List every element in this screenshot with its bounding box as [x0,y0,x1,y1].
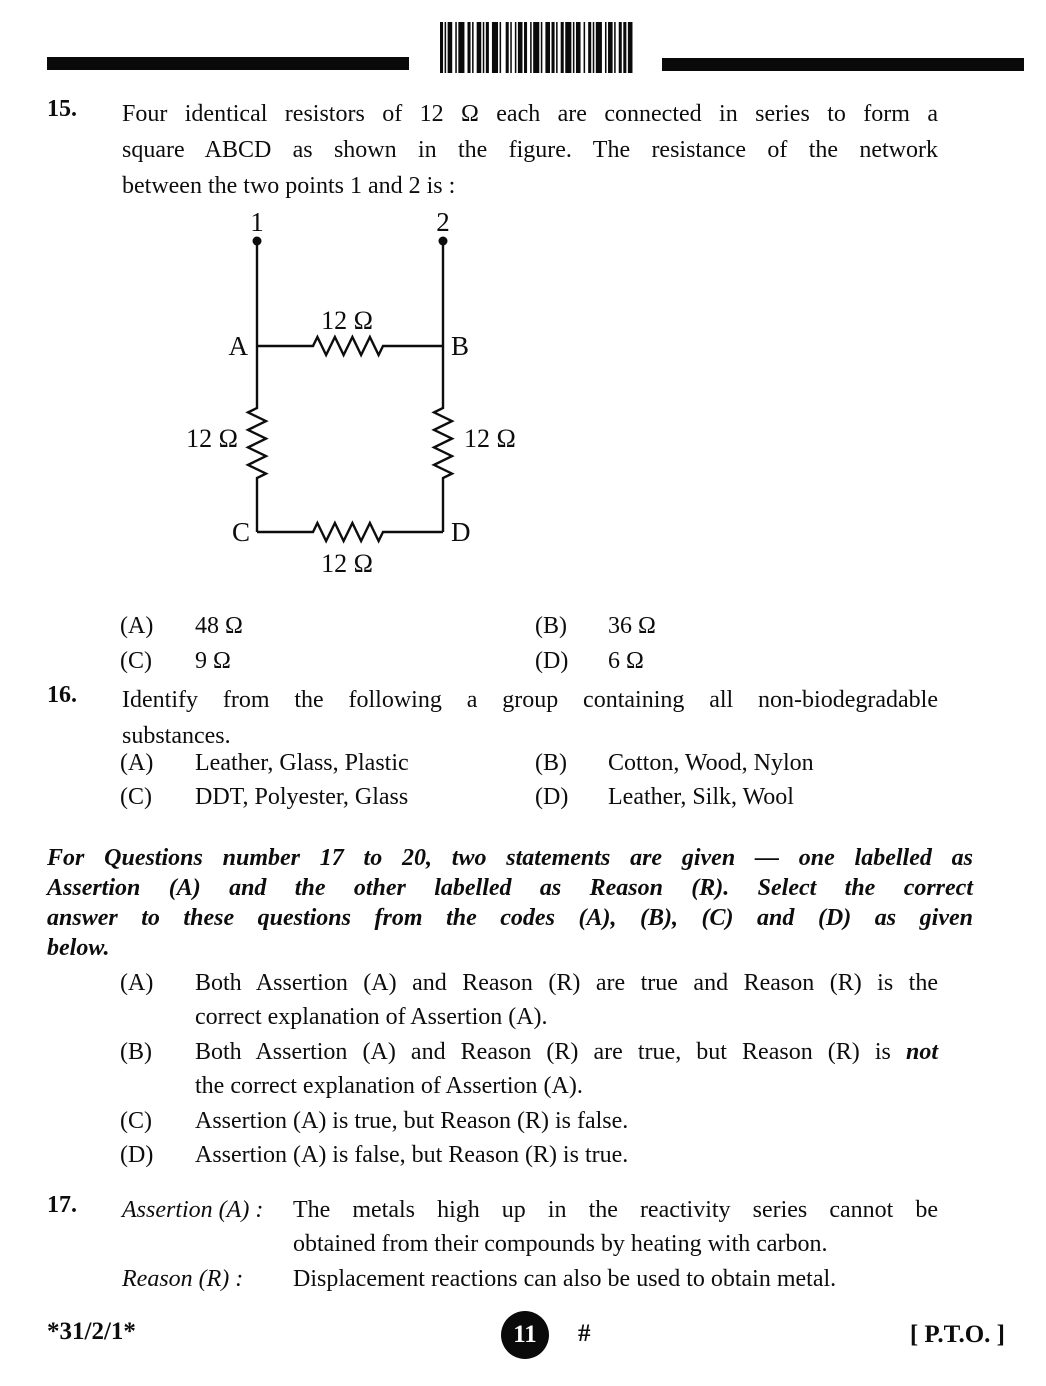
terminal-1-dot [253,237,262,246]
code-c-text: Assertion (A) is true, but Reason (R) is false. [195,1108,629,1134]
question-15-line-1: Four identical resistors of 12 Ω each are connected in series to form a [122,101,938,127]
q15-option-a-label: (A) [120,613,154,639]
terminal-2-dot [439,237,448,246]
ar-instruction-line-1: For Questions number 17 to 20, two statements are given — one labelled as [47,845,973,871]
node-D-label: D [451,517,471,547]
question-15-number: 15. [47,96,77,122]
node-B-label: B [451,331,470,361]
q15-option-c-label: (C) [120,648,152,674]
code-b-label: (B) [120,1039,152,1065]
header-right-rule [662,58,1024,71]
node-C-label: C [231,517,250,547]
question-16-line-2: substances. [122,723,231,749]
circuit-figure [175,204,525,582]
code-b-line-1-text: Both Assertion (A) and Reason (R) are true, but Reason (R) is [195,1039,906,1065]
q17-assertion-label: Assertion (A) : [122,1197,264,1223]
code-b-not-emphasis: not [905,1039,938,1065]
q16-option-a-label: (A) [120,750,154,776]
code-b-line-2: the correct explanation of Assertion (A). [195,1073,583,1099]
q16-option-b-text: Cotton, Wood, Nylon [608,750,814,776]
node-A-label: A [228,331,248,361]
q15-option-d-text: 6 Ω [608,648,644,674]
terminal-2-label: 2 [436,207,450,237]
q16-option-d-label: (D) [535,784,569,810]
q16-option-b-label: (B) [535,750,567,776]
question-15-line-3: between the two points 1 and 2 is : [122,173,456,199]
resistor-bottom [257,523,443,541]
resistor-top-value: 12 Ω [321,306,373,335]
q15-option-b-text: 36 Ω [608,613,656,639]
q15-options-row-1 [0,613,1046,648]
code-c-label: (C) [120,1108,152,1134]
q15-options-row-2 [0,648,1046,683]
code-d-text: Assertion (A) is false, but Reason (R) is true. [195,1142,629,1168]
question-17-number: 17. [47,1192,77,1218]
q16-option-c-text: DDT, Polyester, Glass [195,784,409,810]
question-16-number: 16. [47,682,77,708]
resistor-left-value: 12 Ω [186,424,238,453]
footer-page-number: 11 [513,1321,537,1348]
resistor-bottom-value: 12 Ω [321,549,373,578]
resistor-top [257,337,443,355]
ar-instruction-line-4: below. [47,935,110,961]
code-d-label: (D) [120,1142,154,1168]
q15-option-b-label: (B) [535,613,567,639]
q17-assertion-line-2: obtained from their compounds by heating with carbon. [293,1231,828,1257]
ar-instruction-line-2: Assertion (A) and the other labelled as Reason (R). Select the correct [47,875,973,901]
resistor-left [248,346,266,532]
q17-reason-label: Reason (R) : [122,1266,244,1292]
resistor-right-value: 12 Ω [464,424,516,453]
q15-option-c-text: 9 Ω [195,648,231,674]
q16-options-row-1 [0,750,1046,785]
code-a-label: (A) [120,970,154,996]
q16-option-d-text: Leather, Silk, Wool [608,784,794,810]
footer-pto: [ P.T.O. ] [909,1321,1005,1348]
terminal-1-label: 1 [250,207,264,237]
footer-page-number-badge [501,1311,549,1359]
q15-option-a-text: 48 Ω [195,613,243,639]
q15-option-d-label: (D) [535,648,569,674]
q17-reason-text: Displacement reactions can also be used to obtain metal. [293,1266,837,1292]
footer-paper-code: *31/2/1* [47,1318,136,1345]
question-15-line-2: square ABCD as shown in the figure. The resistance of the network [122,137,938,163]
header-left-rule [47,57,409,70]
code-a-line-1: Both Assertion (A) and Reason (R) are true and Reason (R) is the [195,970,938,996]
ar-instruction-line-3: answer to these questions from the codes (A), (B), (C) and (D) as given [47,905,973,931]
resistor-right [434,346,452,532]
q16-option-c-label: (C) [120,784,152,810]
footer-hash-mark: # [578,1320,591,1347]
code-b-line-1 [195,1035,938,1069]
q17-assertion-line-1: The metals high up in the reactivity series cannot be [293,1197,938,1223]
q16-options-row-2 [0,784,1046,819]
question-16-line-1: Identify from the following a group containing all non-biodegradable [122,687,938,713]
code-a-line-2: correct explanation of Assertion (A). [195,1004,548,1030]
q16-option-a-text: Leather, Glass, Plastic [195,750,409,776]
barcode [440,22,634,73]
